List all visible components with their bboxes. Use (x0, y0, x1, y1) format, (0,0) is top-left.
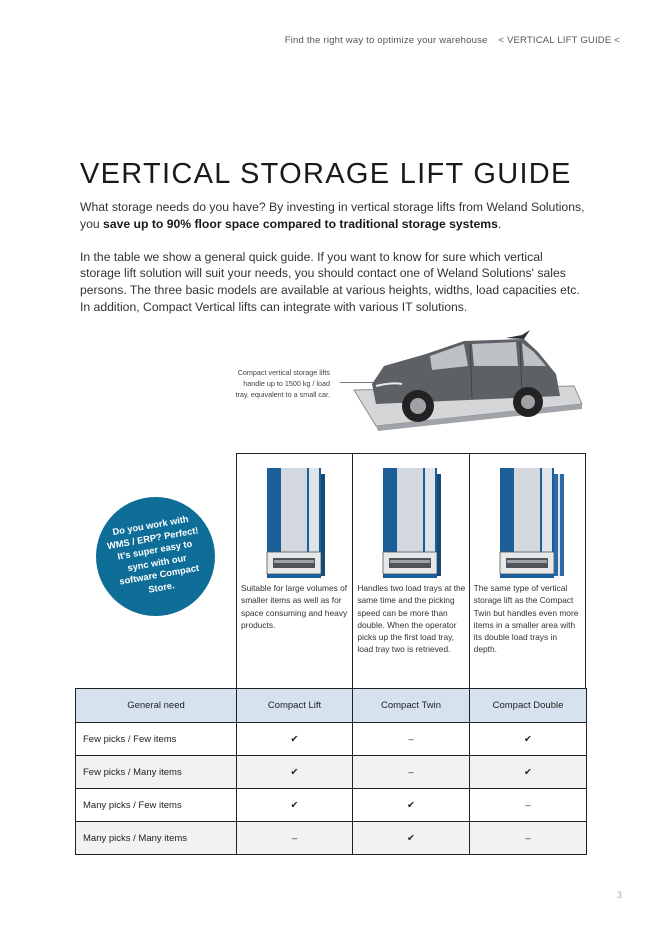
row-need: Many picks / Few items (76, 789, 237, 822)
table-row (76, 822, 587, 855)
product-compact-double (469, 454, 585, 688)
page-number: 3 (616, 890, 622, 900)
product-compact-lift (237, 454, 352, 688)
header-compact-lift: Compact Lift (237, 689, 353, 723)
table-header-row (76, 689, 587, 723)
row-cell: ✔ (470, 723, 587, 756)
product-compact-twin (352, 454, 468, 688)
row-cell: – (470, 789, 587, 822)
intro-paragraph-1 (80, 199, 585, 232)
row-cell: – (237, 822, 353, 855)
car-caption: Compact vertical storage lifts handle up to 1500 kg / load tray, equivalent to a small car. (235, 368, 330, 400)
car-on-tray-image (346, 330, 586, 441)
row-need: Few picks / Many items (76, 756, 237, 789)
header-guide-label: < VERTICAL LIFT GUIDE < (498, 35, 620, 46)
row-cell: ✔ (470, 756, 587, 789)
badge-text: Do you work with WMS / ERP? Perfect! It's super easy to sync with our software Compact Store. (105, 513, 200, 595)
row-need: Few picks / Few items (76, 723, 237, 756)
intro-p1-bold: save up to 90% floor space compared to traditional storage systems (103, 216, 498, 231)
row-cell: – (353, 756, 470, 789)
compact-double-image (498, 466, 566, 585)
page-title: VERTICAL STORAGE LIFT GUIDE (80, 158, 572, 190)
row-cell: ✔ (353, 822, 470, 855)
row-cell: ✔ (237, 756, 353, 789)
header-tagline: Find the right way to optimize your warehouse (284, 35, 488, 46)
header-compact-double: Compact Double (470, 689, 587, 723)
compact-lift-desc: Suitable for large volumes of smaller items as well as for space consuming and heavy products. (241, 583, 348, 630)
row-cell: – (470, 822, 587, 855)
compact-double-desc: The same type of vertical storage lift as the Compact Twin but handles even more items in a smaller area with its double load trays in depth. (473, 583, 579, 655)
table-row (76, 756, 587, 789)
table-row (76, 789, 587, 822)
row-cell: ✔ (237, 723, 353, 756)
intro-p1-end: . (497, 216, 502, 231)
product-comparison (236, 453, 586, 689)
header-general-need: General need (76, 689, 237, 723)
row-cell: – (353, 723, 470, 756)
compact-twin-image (381, 466, 443, 585)
row-cell: ✔ (237, 789, 353, 822)
compact-twin-desc: Handles two load trays at the same time and the picking speed can be more than double. When the operator picks up the first load tray, load tray two is retrieved. (357, 583, 466, 655)
header-compact-twin: Compact Twin (353, 689, 470, 723)
intro-paragraph-2: In the table we show a general quick guide. If you want to know for sure which vertical storage lift solution will suit your needs, you should contact one of Weland Solutions' sales persons. The three basic models are available at various heights, widths, load capacities etc. In addition, Compact Vertical lifts can integrate with various IT solutions. (80, 249, 580, 314)
quick-guide-table (75, 688, 587, 855)
intro-p1-start: What storage needs do you have? By investing in vertical storage lifts from Weland Solutions, you (80, 200, 585, 231)
intro-text (80, 199, 585, 315)
page-header (285, 35, 620, 46)
wms-erp-badge (96, 497, 215, 616)
compact-lift-image (265, 466, 327, 585)
row-need: Many picks / Many items (76, 822, 237, 855)
row-cell: ✔ (353, 789, 470, 822)
table-row (76, 723, 587, 756)
